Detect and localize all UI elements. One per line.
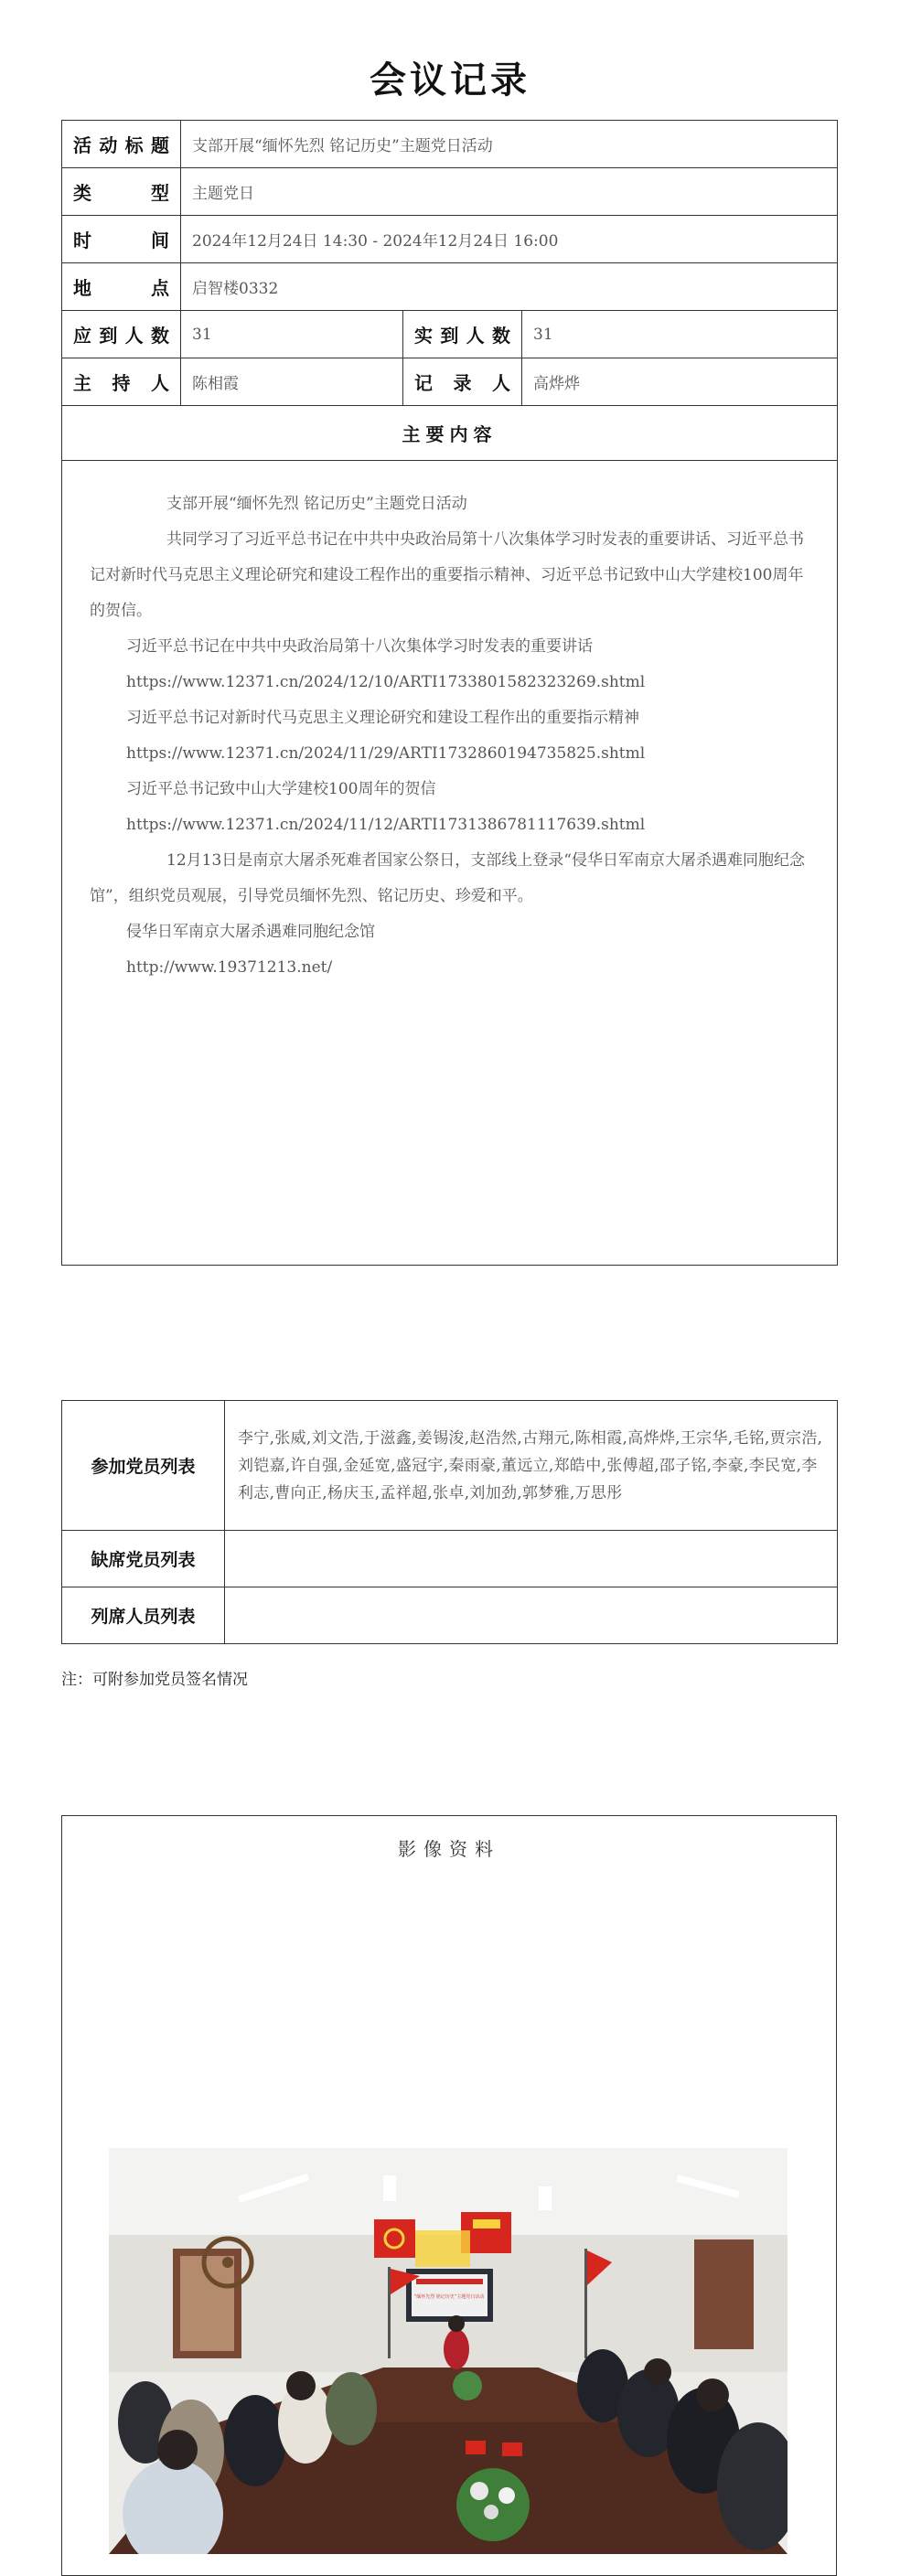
absent-label: 缺席党员列表	[62, 1531, 225, 1587]
row-activity	[62, 121, 838, 168]
content-link[interactable]: https://www.12371.cn/2024/12/10/ARTI1733801582323269.shtml	[126, 673, 646, 691]
host-value: 陈相霞	[181, 358, 403, 406]
observer-members	[225, 1587, 838, 1644]
row-content-body	[62, 461, 838, 1266]
host-label: 主持人	[62, 358, 181, 406]
recorder-value: 高烨烨	[522, 358, 838, 406]
row-absent	[62, 1531, 838, 1587]
row-time	[62, 216, 838, 263]
recorder-label: 记录人	[403, 358, 522, 406]
page-title: 会议记录	[370, 59, 530, 102]
content-paragraph: 12月13日是南京大屠杀死难者国家公祭日，支部线上登录“侵华日军南京大屠杀遇难同胞纪念馆”，组织党员观展，引导党员缅怀先烈、铭记历史、珍爱和平。	[90, 851, 805, 905]
content-link[interactable]: http://www.19371213.net/	[126, 958, 333, 977]
type-value: 主题党日	[181, 168, 838, 216]
observer-label: 列席人员列表	[62, 1587, 225, 1644]
row-type	[62, 168, 838, 216]
activity-label: 活动标题	[62, 121, 181, 168]
content-link[interactable]: https://www.12371.cn/2024/11/12/ARTI1731386781117639.shtml	[126, 816, 646, 834]
meeting-photo	[109, 2148, 788, 2554]
content-heading: 主要内容	[62, 406, 838, 461]
row-observer	[62, 1587, 838, 1644]
row-headcount	[62, 311, 838, 358]
content-paragraph: 侵华日军南京大屠杀遇难同胞纪念馆	[126, 923, 375, 941]
row-host	[62, 358, 838, 406]
time-value: 2024年12月24日 14:30 - 2024年12月24日 16:00	[181, 216, 838, 263]
content-paragraph: 支部开展“缅怀先烈 铭记历史”主题党日活动	[166, 495, 467, 513]
actual-value: 31	[522, 311, 838, 358]
row-place	[62, 263, 838, 311]
row-present	[62, 1401, 838, 1531]
content-paragraph: 习近平总书记致中山大学建校100周年的贺信	[126, 780, 436, 798]
signature-note: 注：可附参加党员签名情况	[61, 1671, 248, 1689]
content-link[interactable]: https://www.12371.cn/2024/11/29/ARTI1732860194735825.shtml	[126, 744, 646, 763]
attendance-table	[61, 1400, 838, 1644]
meeting-photo-image	[109, 2148, 788, 2554]
absent-members	[225, 1531, 838, 1587]
content-body	[62, 461, 838, 1266]
place-value: 启智楼0332	[181, 263, 838, 311]
media-heading: 影像资料	[398, 1838, 500, 1860]
content-paragraph: 习近平总书记在中共中央政治局第十八次集体学习时发表的重要讲话	[126, 637, 593, 656]
activity-value: 支部开展“缅怀先烈 铭记历史”主题党日活动	[181, 121, 838, 168]
type-label: 类型	[62, 168, 181, 216]
meeting-info-table	[61, 120, 838, 1266]
content-paragraph: 习近平总书记对新时代马克思主义理论研究和建设工程作出的重要指示精神	[126, 709, 639, 727]
expected-label: 应到人数	[62, 311, 181, 358]
photo-banner-text: “缅怀先烈 铭记历史”主题党日活动	[413, 2294, 485, 2300]
present-label: 参加党员列表	[62, 1401, 225, 1531]
expected-value: 31	[181, 311, 403, 358]
present-members: 李宁,张威,刘文浩,于滋鑫,姜锡浚,赵浩然,古翔元,陈相霞,高烨烨,王宗华,毛铭,贾宗浩,刘铠嘉,许自强,金延宽,盛冠宇,秦雨豪,董远立,郑皓中,张傅超,邵子铭,李豪,李民宽,李利志,曹向正,杨庆玉,孟祥超,张卓,刘加劲,郭梦雅,万思彤	[225, 1401, 838, 1531]
time-label: 时间	[62, 216, 181, 263]
actual-label: 实到人数	[403, 311, 522, 358]
content-paragraph: 共同学习了习近平总书记在中共中央政治局第十八次集体学习时发表的重要讲话、习近平总书记对新时代马克思主义理论研究和建设工程作出的重要指示精神、习近平总书记致中山大学建校100周年的贺信。	[90, 530, 804, 620]
place-label: 地点	[62, 263, 181, 311]
row-content-heading	[62, 406, 838, 461]
media-section	[61, 1815, 837, 2576]
